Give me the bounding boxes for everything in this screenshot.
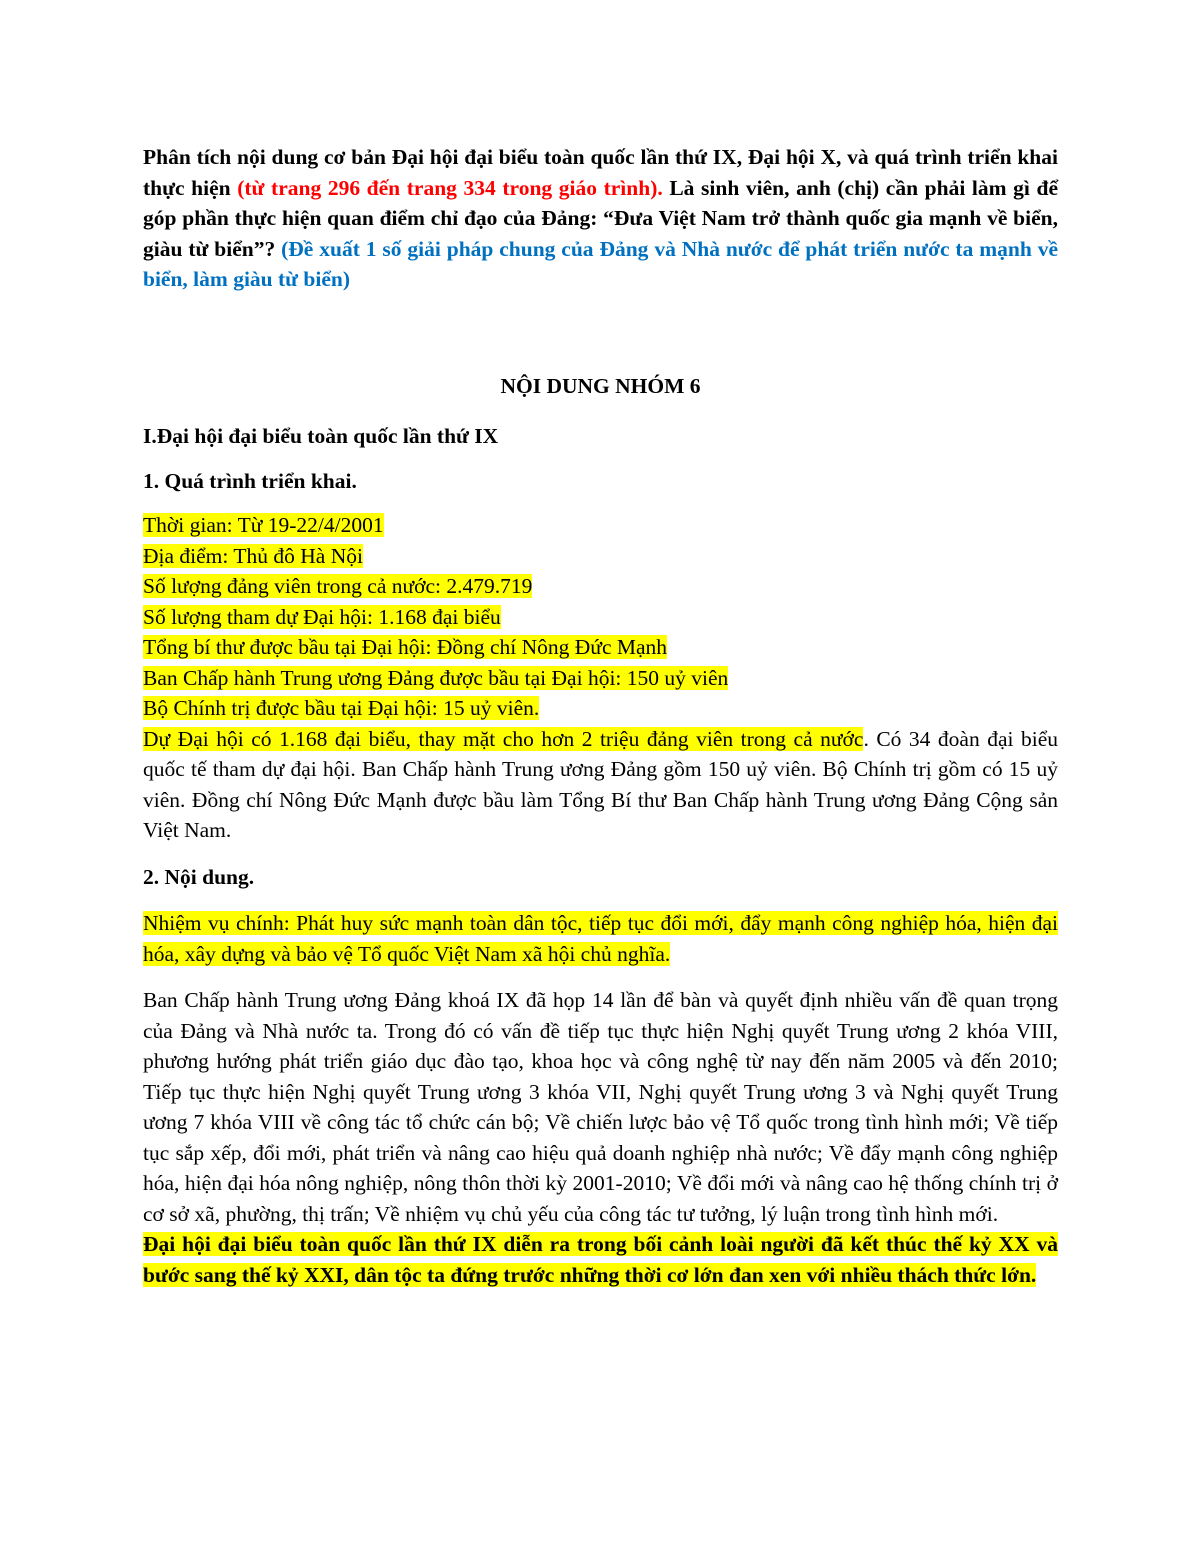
fact-item: Bộ Chính trị được bầu tại Đại hội: 15 uỷ viên.	[143, 696, 540, 720]
context-paragraph	[143, 1229, 1058, 1290]
document-page	[143, 142, 1058, 1290]
subsection-title-process: 1. Quá trình triển khai.	[143, 468, 357, 493]
fact-item: Thời gian: Từ 19-22/4/2001	[143, 513, 384, 537]
main-task-highlight: Nhiệm vụ chính: Phát huy sức mạnh toàn dân tộc, tiếp tục đổi mới, đẩy mạnh công nghiệp hóa, hiện đại hóa, xây dựng và bảo vệ Tổ quốc Việt Nam xã hội chủ nghĩa.	[143, 911, 1058, 966]
subsection-title-content: 2. Nội dung.	[143, 864, 255, 889]
summary-paragraph	[143, 724, 1058, 846]
facts-list	[143, 510, 1058, 724]
group-title: NỘI DUNG NHÓM 6	[500, 373, 701, 398]
main-task-paragraph	[143, 908, 1058, 969]
fact-item: Số lượng tham dự Đại hội: 1.168 đại biểu	[143, 604, 501, 629]
prompt-text-2: Là sinh viên, anh (chị) cần phải làm gì để góp phần thực hiện quan điểm chỉ đạo của Đảng: “Đưa Việt Nam trở thành quốc gia mạnh về biển, giàu từ biển”?	[143, 175, 1058, 261]
prompt-suggestion: (Đề xuất 1 số giải pháp chung của Đảng và Nhà nước để phát triển nước ta mạnh về biển, làm giàu từ biển)	[143, 236, 1058, 291]
context-highlight: Đại hội đại biểu toàn quốc lần thứ IX diễn ra trong bối cảnh loài người đã kết thúc thế kỷ XX và bước sang thế kỷ XXI, dân tộc ta đứng trước những thời cơ lớn đan xen với nhiều thách thức lớn.	[143, 1232, 1058, 1287]
summary-highlight: Dự Đại hội có 1.168 đại biểu, thay mặt cho hơn 2 triệu đảng viên trong cả nước	[143, 726, 864, 751]
fact-item: Ban Chấp hành Trung ương Đảng được bầu tại Đại hội: 150 uỷ viên	[143, 665, 729, 690]
prompt-page-reference: (từ trang 296 đến trang 334 trong giáo trình).	[237, 175, 663, 200]
prompt-text-1: Phân tích nội dung cơ bản Đại hội đại biểu toàn quốc lần thứ IX, Đại hội X, và quá trình triển khai thực hiện	[143, 145, 1058, 200]
section-title: I.Đại hội đại biểu toàn quốc lần thứ IX	[143, 424, 499, 448]
fact-item: Tổng bí thư được bầu tại Đại hội: Đồng chí Nông Đức Mạnh	[143, 635, 668, 659]
summary-rest: . Có 34 đoàn đại biểu quốc tế tham dự đại hội. Ban Chấp hành Trung ương Đảng gồm 150 uỷ viên. Bộ Chính trị gồm có 15 uỷ viên. Đồng chí Nông Đức Mạnh được bầu làm Tổng Bí thư Ban Chấp hành Trung ương Đảng Cộng sản Việt Nam.	[143, 726, 1058, 842]
fact-item: Số lượng đảng viên trong cả nước: 2.479.719	[143, 574, 533, 598]
assignment-prompt	[143, 142, 1058, 295]
body-paragraph: Ban Chấp hành Trung ương Đảng khoá IX đã họp 14 lần để bàn và quyết định nhiều vấn đề quan trọng của Đảng và Nhà nước ta. Trong đó có vấn đề tiếp tục thực hiện Nghị quyết Trung ương 2 khóa VIII, phương hướng phát triển giáo dục đào tạo, khoa học và công nghệ từ nay đến năm 2005 và đến 2010; Tiếp tục thực hiện Nghị quyết Trung ương 3 khóa VII, Nghị quyết Trung ương 3 và Nghị quyết Trung ương 7 khóa VIII về công tác tổ chức cán bộ; Về chiến lược bảo vệ Tổ quốc trong tình hình mới; Về tiếp tục sắp xếp, đổi mới, phát triển và nâng cao hiệu quả doanh nghiệp nhà nước; Về đẩy mạnh công nghiệp hóa, hiện đại hóa nông nghiệp, nông thôn thời kỳ 2001-2010; Về đổi mới và nâng cao hệ thống chính trị ở cơ sở xã, phường, thị trấn; Về nhiệm vụ chủ yếu của công tác tư tưởng, lý luận trong tình hình mới.	[143, 988, 1058, 1226]
fact-item: Địa điểm: Thủ đô Hà Nội	[143, 543, 363, 568]
